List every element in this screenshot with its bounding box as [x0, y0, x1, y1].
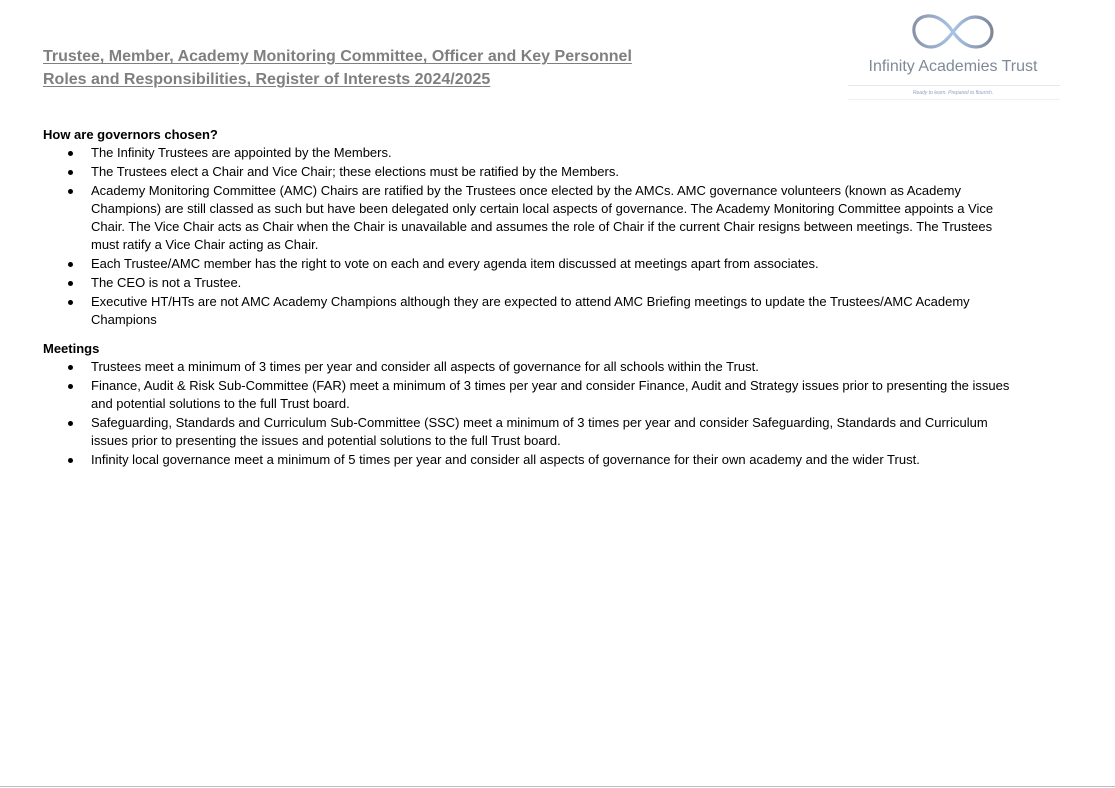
- logo-divider-bottom: [848, 99, 1060, 100]
- list-item-text: Safeguarding, Standards and Curriculum Sub-Committee (SSC) meet a minimum of 3 times per year and consider Safeguarding, Standards and Curriculum issues prior to presenting the issues and potential solutions to the full Trust board.: [91, 415, 988, 448]
- list-item-text: Each Trustee/AMC member has the right to vote on each and every agenda item discussed at meetings apart from associates.: [91, 256, 819, 271]
- infinity-icon: [910, 12, 996, 52]
- logo-name: Infinity Academies Trust: [868, 58, 1038, 75]
- bullet-icon: [68, 300, 73, 305]
- list-item: [43, 358, 1023, 376]
- list-item-text: Finance, Audit & Risk Sub-Committee (FAR) meet a minimum of 3 times per year and consider Finance, Audit and Strategy issues prior to presenting the issues and potential solutions to the full Trust board.: [91, 378, 1010, 411]
- page-edge-divider: [0, 786, 1115, 787]
- bullet-icon: [68, 458, 73, 463]
- trust-logo: [848, 10, 1060, 102]
- title-line-2: Roles and Responsibilities, Register of Interests 2024/2025: [43, 71, 491, 88]
- list-item-text: The Trustees elect a Chair and Vice Chair; these elections must be ratified by the Members.: [91, 164, 619, 179]
- list-item: [43, 182, 1023, 254]
- list-item: [43, 451, 1023, 469]
- logo-divider: [848, 85, 1060, 86]
- bullet-list: [43, 144, 1023, 329]
- bullet-list: [43, 358, 1023, 469]
- bullet-icon: [68, 170, 73, 175]
- bullet-icon: [68, 421, 73, 426]
- bullet-icon: [68, 262, 73, 267]
- bullet-icon: [68, 384, 73, 389]
- section-heading: How are governors chosen?: [43, 127, 218, 142]
- list-item-text: The CEO is not a Trustee.: [91, 275, 242, 290]
- bullet-icon: [68, 365, 73, 370]
- list-item-text: Trustees meet a minimum of 3 times per year and consider all aspects of governance for all schools within the Trust.: [91, 359, 759, 374]
- list-item: [43, 293, 1023, 329]
- page-title: [43, 45, 632, 91]
- list-item: [43, 144, 1023, 162]
- section-meetings: [43, 340, 1023, 470]
- list-item: [43, 414, 1023, 450]
- section-governors: [43, 126, 1023, 330]
- title-line-1: Trustee, Member, Academy Monitoring Committee, Officer and Key Personnel: [43, 48, 632, 65]
- section-heading: Meetings: [43, 341, 100, 356]
- bullet-icon: [68, 189, 73, 194]
- list-item-text: Executive HT/HTs are not AMC Academy Champions although they are expected to attend AMC Briefing meetings to update the Trustees/AMC Academy Champions: [91, 294, 970, 327]
- list-item-text: Academy Monitoring Committee (AMC) Chairs are ratified by the Trustees once elected by the AMCs. AMC governance volunteers (known as Academy Champions) are still classed as such but have been delegated only certain local aspects of governance. The Academy Monitoring Committee appoints a Vice Chair. The Vice Chair acts as Chair when the Chair is unavailable and assumes the role of Chair if the current Chair resigns between meetings. The Trustees must ratify a Vice Chair acting as Chair.: [91, 183, 994, 252]
- list-item: [43, 163, 1023, 181]
- list-item-text: The Infinity Trustees are appointed by the Members.: [91, 145, 392, 160]
- bullet-icon: [68, 281, 73, 286]
- list-item: [43, 274, 1023, 292]
- bullet-icon: [68, 151, 73, 156]
- logo-tagline: Ready to learn. Prepared to flourish.: [912, 90, 994, 96]
- list-item: [43, 255, 1023, 273]
- list-item-text: Infinity local governance meet a minimum of 5 times per year and consider all aspects of governance for their own academy and the wider Trust.: [91, 452, 920, 467]
- list-item: [43, 377, 1023, 413]
